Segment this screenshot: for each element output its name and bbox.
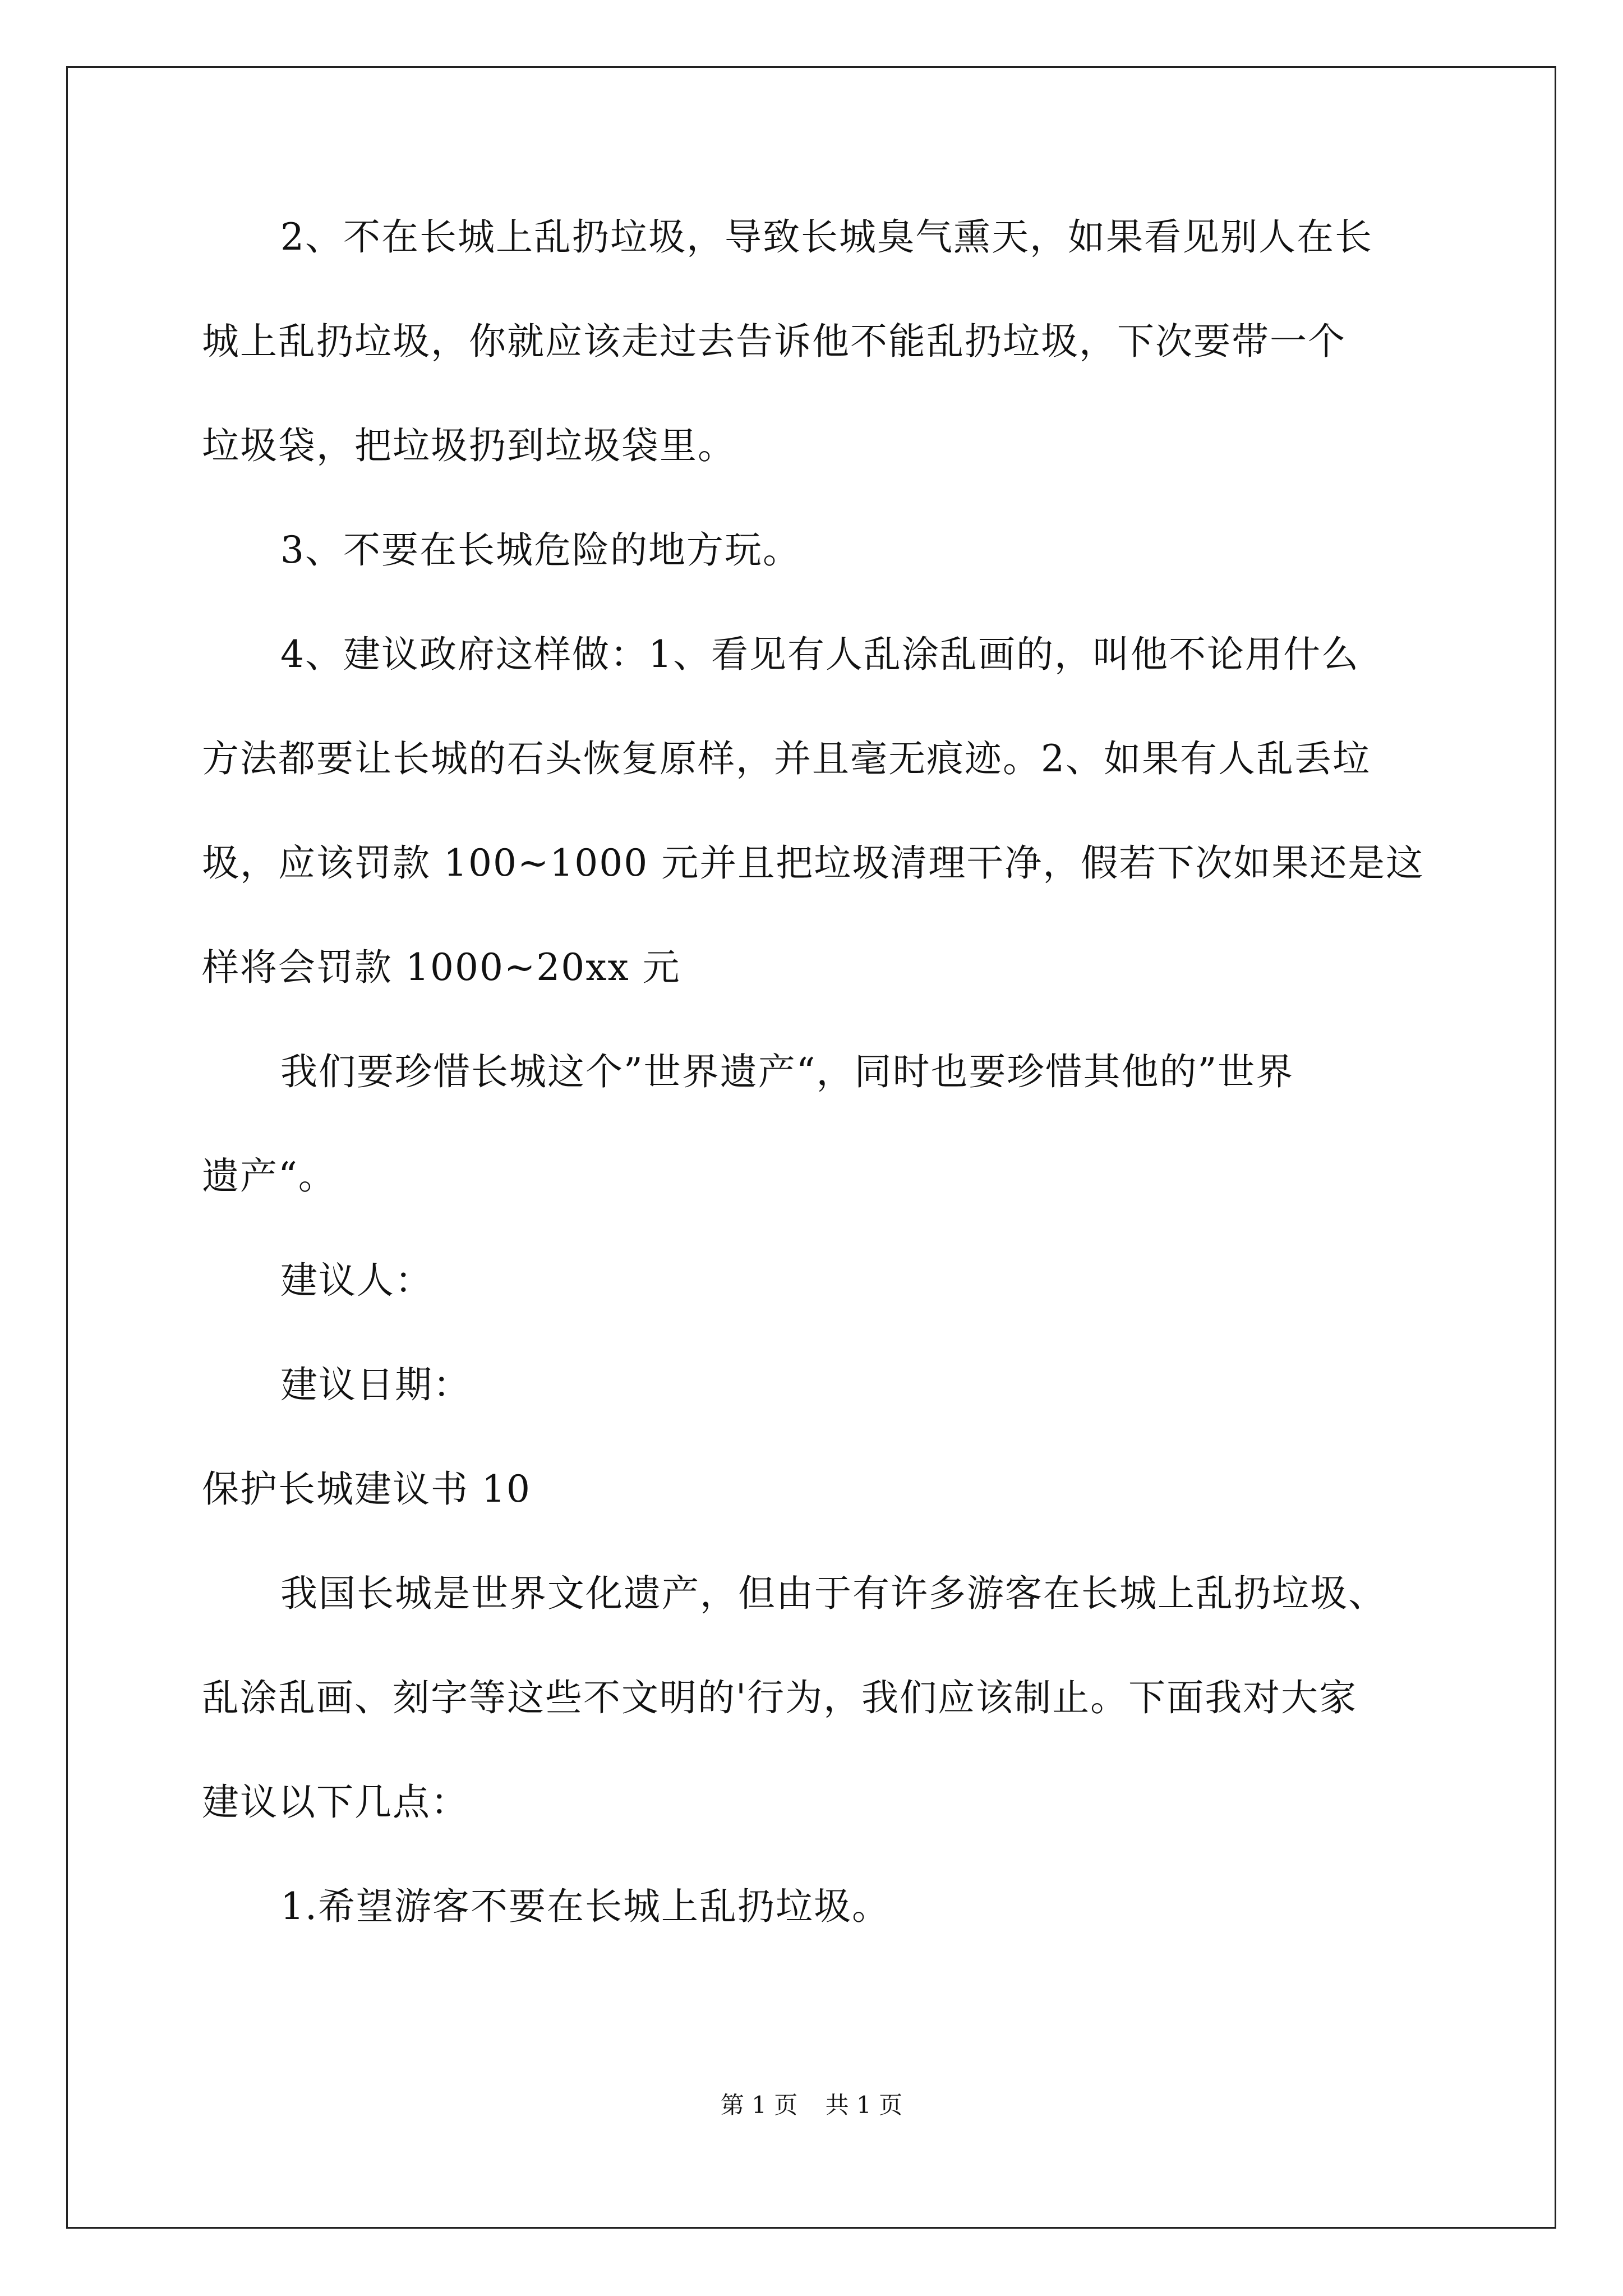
paragraph-item-3 xyxy=(202,498,1436,602)
page-number-total: 共 1 页 xyxy=(825,2091,903,2119)
section-title xyxy=(202,1437,1436,1542)
page-footer xyxy=(0,2087,1623,2120)
text-line: 保护长城建议书 10 xyxy=(202,1467,531,1511)
paragraph-item-1 xyxy=(202,1855,1436,1959)
text-line: 建议人： xyxy=(280,1259,433,1302)
text-line: 城上乱扔垃圾，你就应该走过去告诉他不能乱扔垃圾，下次要带一个 xyxy=(202,320,1346,363)
paragraph-item-4 xyxy=(202,602,1436,1020)
text-line: 圾，应该罚款 100~1000 元并且把垃圾清理干净，假若下次如果还是这 xyxy=(202,841,1424,885)
text-line: 垃圾袋，把垃圾扔到垃圾袋里。 xyxy=(202,424,736,467)
text-line: 方法都要让长城的石头恢复原样，并且毫无痕迹。2、如果有人乱丢垃 xyxy=(202,737,1371,780)
document-body xyxy=(202,185,1436,1959)
text-line: 我们要珍惜长城这个”世界遗产“，同时也要珍惜其他的”世界 xyxy=(280,1050,1294,1093)
text-line: 乱涂乱画、刻字等这些不文明的'行为，我们应该制止。下面我对大家 xyxy=(202,1676,1358,1719)
text-line: 建议以下几点： xyxy=(202,1780,469,1824)
text-line: 我国长城是世界文化遗产，但由于有许多游客在长城上乱扔垃圾、 xyxy=(280,1572,1386,1615)
text-line: 4、建议政府这样做：1、看见有人乱涂乱画的，叫他不论用什么 xyxy=(280,633,1359,676)
paragraph-heritage xyxy=(202,1020,1436,1228)
text-line: 2、不在长城上乱扔垃圾，导致长城臭气熏天，如果看见别人在长 xyxy=(280,215,1373,259)
paragraph-item-2 xyxy=(202,185,1436,498)
text-line: 3、不要在长城危险的地方玩。 xyxy=(280,528,801,572)
paragraph-intro xyxy=(202,1542,1436,1855)
text-line: 样将会罚款 1000~20xx 元 xyxy=(202,946,681,989)
page-number-current: 第 1 页 xyxy=(720,2091,798,2119)
text-line: 1.希望游客不要在长城上乱扔垃圾。 xyxy=(280,1885,890,1928)
text-line: 建议日期： xyxy=(280,1363,471,1406)
text-line: 遗产“。 xyxy=(202,1154,336,1198)
proposer-label xyxy=(202,1228,1436,1333)
proposal-date-label xyxy=(202,1333,1436,1437)
